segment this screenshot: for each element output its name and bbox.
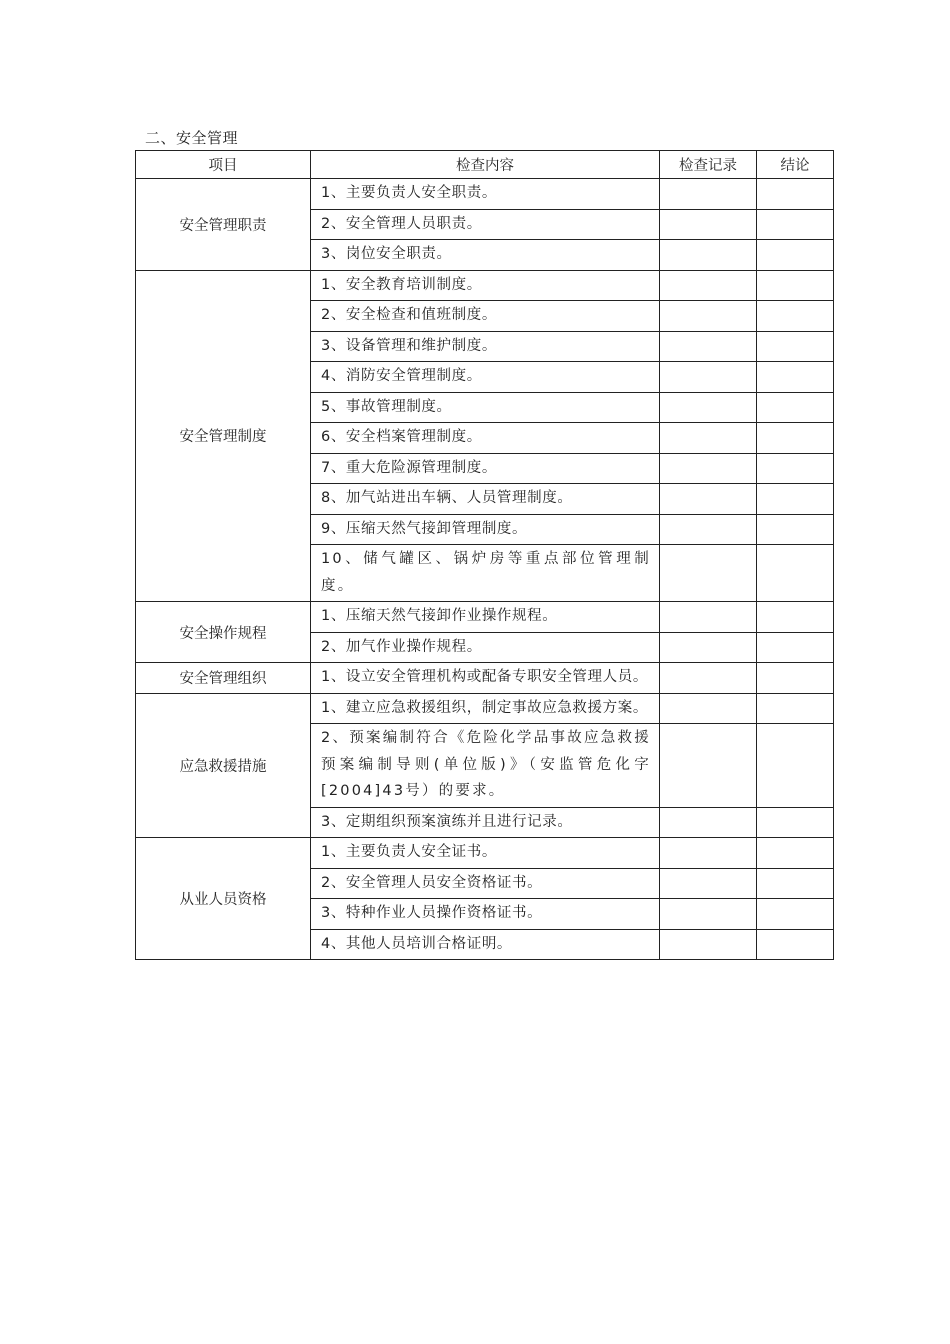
content-cell: 2、安全管理人员安全资格证书。	[311, 868, 660, 899]
content-cell: 1、主要负责人安全职责。	[311, 179, 660, 210]
record-cell[interactable]	[660, 724, 757, 808]
conclusion-cell[interactable]	[757, 179, 834, 210]
record-cell[interactable]	[660, 331, 757, 362]
content-cell: 3、岗位安全职责。	[311, 240, 660, 271]
record-cell[interactable]	[660, 179, 757, 210]
content-cell: 1、安全教育培训制度。	[311, 270, 660, 301]
conclusion-cell[interactable]	[757, 484, 834, 515]
conclusion-cell[interactable]	[757, 868, 834, 899]
content-cell: 1、主要负责人安全证书。	[311, 838, 660, 869]
table-row	[136, 270, 834, 301]
content-cell: 3、定期组织预案演练并且进行记录。	[311, 807, 660, 838]
content-cell: 9、压缩天然气接卸管理制度。	[311, 514, 660, 545]
content-cell: 2、安全检查和值班制度。	[311, 301, 660, 332]
conclusion-cell[interactable]	[757, 724, 834, 808]
conclusion-cell[interactable]	[757, 929, 834, 960]
conclusion-cell[interactable]	[757, 807, 834, 838]
conclusion-cell[interactable]	[757, 838, 834, 869]
content-cell: 5、事故管理制度。	[311, 392, 660, 423]
content-cell: 10、储气罐区、锅炉房等重点部位管理制度。	[311, 545, 660, 602]
content-cell: 3、特种作业人员操作资格证书。	[311, 899, 660, 930]
conclusion-cell[interactable]	[757, 602, 834, 633]
record-cell[interactable]	[660, 453, 757, 484]
record-cell[interactable]	[660, 632, 757, 663]
content-cell: 4、消防安全管理制度。	[311, 362, 660, 393]
table-row	[136, 838, 834, 869]
conclusion-cell[interactable]	[757, 423, 834, 454]
content-cell: 3、设备管理和维护制度。	[311, 331, 660, 362]
conclusion-cell[interactable]	[757, 545, 834, 602]
header-record: 检查记录	[660, 151, 757, 179]
record-cell[interactable]	[660, 663, 757, 694]
record-cell[interactable]	[660, 392, 757, 423]
table-row	[136, 602, 834, 633]
category-cell: 安全管理职责	[136, 179, 311, 271]
conclusion-cell[interactable]	[757, 693, 834, 724]
category-cell: 应急救援措施	[136, 693, 311, 838]
record-cell[interactable]	[660, 423, 757, 454]
record-cell[interactable]	[660, 929, 757, 960]
record-cell[interactable]	[660, 838, 757, 869]
table-row	[136, 693, 834, 724]
record-cell[interactable]	[660, 301, 757, 332]
record-cell[interactable]	[660, 270, 757, 301]
conclusion-cell[interactable]	[757, 270, 834, 301]
record-cell[interactable]	[660, 693, 757, 724]
record-cell[interactable]	[660, 899, 757, 930]
record-cell[interactable]	[660, 240, 757, 271]
header-item: 项目	[136, 151, 311, 179]
content-cell: 2、预案编制符合《危险化学品事故应急救援预案编制导则(单位版)》（安监管危化字[2004]43号）的要求。	[311, 724, 660, 808]
record-cell[interactable]	[660, 362, 757, 393]
conclusion-cell[interactable]	[757, 899, 834, 930]
conclusion-cell[interactable]	[757, 514, 834, 545]
content-cell: 1、压缩天然气接卸作业操作规程。	[311, 602, 660, 633]
content-cell: 1、设立安全管理机构或配备专职安全管理人员。	[311, 663, 660, 694]
conclusion-cell[interactable]	[757, 453, 834, 484]
conclusion-cell[interactable]	[757, 362, 834, 393]
record-cell[interactable]	[660, 602, 757, 633]
conclusion-cell[interactable]	[757, 240, 834, 271]
header-row	[136, 151, 834, 179]
header-content: 检查内容	[311, 151, 660, 179]
section-title: 二、安全管理	[145, 129, 239, 147]
category-cell: 安全管理组织	[136, 663, 311, 694]
record-cell[interactable]	[660, 868, 757, 899]
category-cell: 安全操作规程	[136, 602, 311, 663]
record-cell[interactable]	[660, 514, 757, 545]
content-cell: 2、安全管理人员职责。	[311, 209, 660, 240]
conclusion-cell[interactable]	[757, 209, 834, 240]
header-conclusion: 结论	[757, 151, 834, 179]
record-cell[interactable]	[660, 807, 757, 838]
category-cell: 安全管理制度	[136, 270, 311, 602]
table-row	[136, 179, 834, 210]
conclusion-cell[interactable]	[757, 632, 834, 663]
category-cell: 从业人员资格	[136, 838, 311, 960]
record-cell[interactable]	[660, 209, 757, 240]
content-cell: 1、建立应急救援组织，制定事故应急救援方案。	[311, 693, 660, 724]
content-cell: 2、加气作业操作规程。	[311, 632, 660, 663]
content-cell: 4、其他人员培训合格证明。	[311, 929, 660, 960]
record-cell[interactable]	[660, 545, 757, 602]
content-cell: 7、重大危险源管理制度。	[311, 453, 660, 484]
content-cell: 8、加气站进出车辆、人员管理制度。	[311, 484, 660, 515]
record-cell[interactable]	[660, 484, 757, 515]
table-row	[136, 663, 834, 694]
conclusion-cell[interactable]	[757, 392, 834, 423]
conclusion-cell[interactable]	[757, 331, 834, 362]
conclusion-cell[interactable]	[757, 663, 834, 694]
safety-check-table	[135, 150, 834, 960]
conclusion-cell[interactable]	[757, 301, 834, 332]
content-cell: 6、安全档案管理制度。	[311, 423, 660, 454]
